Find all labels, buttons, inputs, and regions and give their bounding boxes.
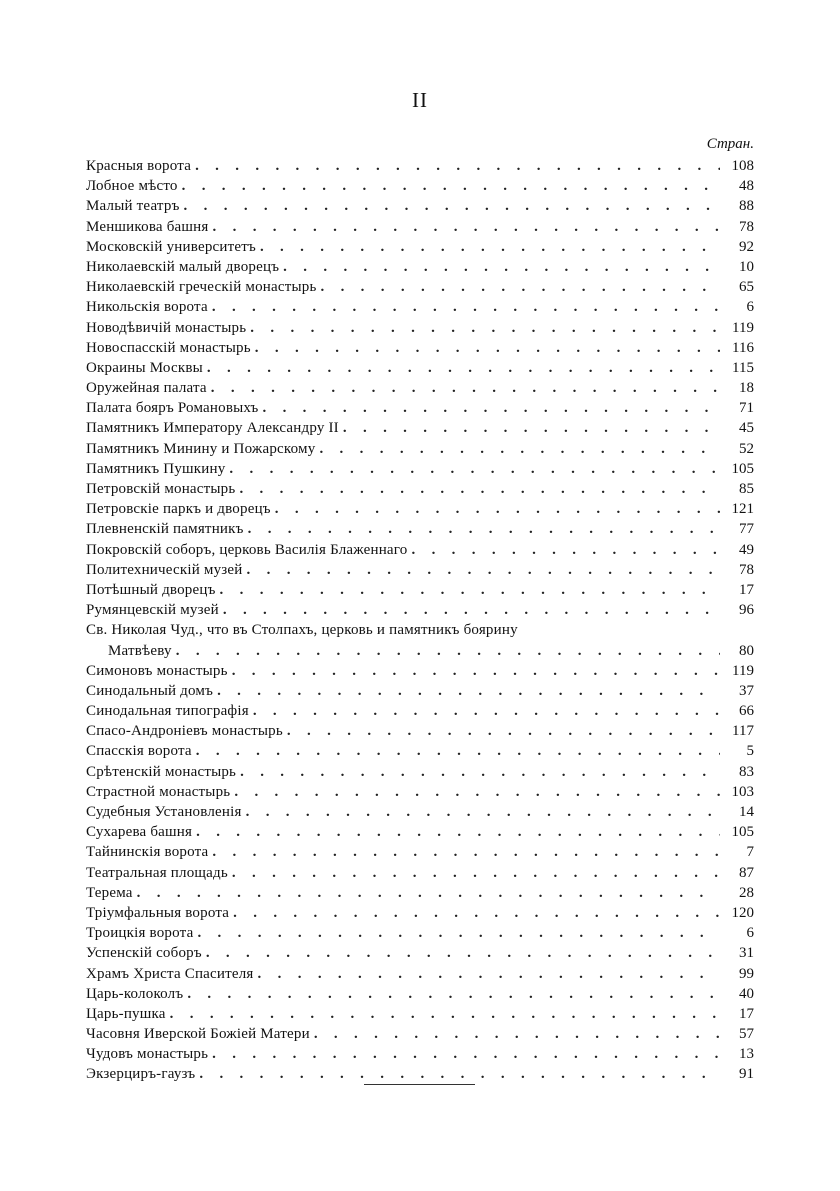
toc-entry (86, 519, 754, 539)
toc-entry (86, 358, 754, 378)
dot-leader (320, 277, 720, 297)
toc-entry-title: Малый театръ (86, 198, 180, 215)
dot-leader (233, 903, 720, 923)
dot-leader (258, 964, 720, 984)
toc-entry-title: Палата бояръ Романовыхъ (86, 400, 259, 417)
toc-entry-page: 80 (739, 642, 754, 659)
toc-entry-title: Памятникъ Минину и Пожарскому (86, 440, 316, 457)
dot-leader (196, 822, 720, 842)
dot-leader (184, 196, 720, 216)
toc-entry (86, 1004, 754, 1024)
toc-entry-title: Терема (86, 884, 133, 901)
toc-entry-page: 28 (739, 884, 754, 901)
toc-entry-title: Страстной монастырь (86, 783, 231, 800)
dot-leader (232, 863, 720, 883)
toc-entry (86, 641, 754, 661)
toc-entry-page: 40 (739, 985, 754, 1002)
toc-entry-title: Потѣшный дворецъ (86, 581, 216, 598)
toc-entry (86, 1024, 754, 1044)
dot-leader (170, 1004, 720, 1024)
toc-entry-page: 103 (731, 783, 754, 800)
toc-entry-page: 88 (739, 198, 754, 215)
toc-entry (86, 237, 754, 257)
toc-entry-page: 78 (739, 561, 754, 578)
toc-entry (86, 782, 754, 802)
dot-leader (212, 297, 720, 317)
toc-entry (86, 257, 754, 277)
toc-entry-page: 18 (739, 380, 754, 397)
column-header: Стран. (706, 136, 754, 152)
toc-entry (86, 499, 754, 519)
toc-entry-title: Храмъ Христа Спасителя (86, 965, 254, 982)
toc-entry-page: 120 (731, 904, 754, 921)
toc-entry-title: Николаевскій греческій монастырь (86, 279, 317, 296)
toc-entry-title: Памятникъ Императору Александру II (86, 420, 339, 437)
toc-entry-page: 71 (739, 400, 754, 417)
dot-leader (207, 358, 720, 378)
toc-entry-page: 6 (746, 925, 754, 942)
toc-entry (86, 802, 754, 822)
dot-leader (246, 802, 720, 822)
toc-entry-page: 57 (739, 1026, 754, 1043)
toc-entry (86, 196, 754, 216)
toc-entry-title: Покровскій соборъ, церковь Василія Блаженнаго (86, 541, 408, 558)
toc-entry-page: 5 (746, 743, 754, 760)
toc-entry-title: Петровскій монастырь (86, 481, 236, 497)
toc-entry-title: Московскій университетъ (86, 238, 256, 255)
toc-entry (86, 1064, 754, 1084)
dot-leader (287, 721, 720, 741)
toc-entry-title: Срѣтенскій монастырь (86, 763, 237, 780)
toc-entry-page: 99 (739, 965, 754, 982)
toc-entry-page: 105 (731, 824, 754, 841)
toc-entry-title: Троицкія ворота (86, 925, 194, 942)
toc-entry-page: 78 (739, 218, 754, 235)
dot-leader (213, 217, 721, 237)
toc-entry-title: Новодѣвичій монастырь (86, 319, 247, 336)
dot-leader (314, 1024, 720, 1044)
toc-entry-page: 87 (739, 864, 754, 881)
toc-entry-page: 119 (732, 319, 754, 336)
toc-entry (86, 681, 754, 701)
toc-entry-page: 77 (739, 521, 754, 538)
dot-leader (260, 237, 720, 257)
toc-entry-title: Св. Николая Чуд., что въ Столпахъ, церковь и памятникъ боярину (86, 622, 518, 639)
toc-entry-title: Спасскія ворота (86, 743, 192, 760)
toc-entry-page: 66 (739, 703, 754, 720)
toc-entry (86, 741, 754, 761)
toc-entry-title: Судебныя Установленія (86, 804, 242, 820)
toc-entry-page: 108 (731, 158, 754, 174)
toc-entry-page: 65 (739, 279, 754, 296)
toc-entry-page: 48 (739, 178, 754, 195)
toc-entry-title: Симоновъ монастырь (86, 662, 228, 679)
toc-entry (86, 721, 754, 741)
toc-entry (86, 176, 754, 196)
toc-entry (86, 277, 754, 297)
toc-entry (86, 620, 754, 640)
dot-leader (196, 741, 720, 761)
dot-leader (248, 519, 720, 539)
page-number: II (412, 88, 428, 112)
toc-entry-title: Спасо-Андроніевъ монастырь (86, 723, 283, 740)
toc-entry (86, 943, 754, 963)
toc-entry-title: Царь-колоколъ (86, 985, 184, 1002)
toc-entry (86, 903, 754, 923)
toc-entry (86, 822, 754, 842)
dot-leader (232, 661, 720, 681)
toc-entry-title: Царь-пушка (86, 1005, 166, 1022)
toc-entry-page: 85 (739, 481, 754, 497)
toc-entry (86, 863, 754, 883)
toc-entry-page: 105 (731, 460, 754, 477)
toc-entry-title: Красныя ворота (86, 158, 192, 174)
dot-leader (199, 1064, 720, 1084)
toc-entry (86, 297, 754, 317)
dot-leader (212, 1044, 720, 1064)
toc-entry-title: Успенскій соборъ (86, 945, 202, 962)
toc-entry-page: 10 (739, 258, 754, 275)
dot-leader (262, 398, 720, 418)
dot-leader (197, 923, 720, 943)
toc-entry-page: 121 (731, 501, 754, 518)
toc-entry-page: 13 (739, 1046, 754, 1063)
toc-entry-page: 117 (732, 723, 754, 740)
toc-entry (86, 156, 754, 176)
dot-leader (212, 842, 720, 862)
toc-entry (86, 762, 754, 782)
toc-entry-title: Матвѣеву (108, 642, 172, 659)
toc-entry-title: Чудовъ монастырь (86, 1046, 209, 1063)
toc-entry (86, 378, 754, 398)
toc-entry (86, 318, 754, 338)
toc-entry-title: Сухарева башня (86, 824, 193, 841)
toc-entry-title: Экзерциръ-гаузъ (86, 1066, 196, 1083)
toc-entry-page: 31 (739, 945, 754, 962)
toc-entry-title: Плевненскій памятникъ (86, 521, 244, 538)
toc-entry-title: Часовня Иверской Божіей Матери (86, 1026, 310, 1043)
toc-entry-title: Памятникъ Пушкину (86, 460, 226, 477)
dot-leader (137, 883, 720, 903)
toc-entry (86, 459, 754, 479)
toc-entry-title: Театральная площадь (86, 864, 228, 881)
toc-entry (86, 398, 754, 418)
dot-leader (240, 762, 720, 782)
dot-leader (217, 681, 720, 701)
toc-entry (86, 580, 754, 600)
toc-entry-title: Лобное мѣсто (86, 178, 178, 195)
toc-entry (86, 600, 754, 620)
dot-leader (411, 540, 720, 560)
dot-leader (195, 156, 720, 176)
toc-entry (86, 661, 754, 681)
dot-leader (283, 257, 720, 277)
dot-leader (220, 580, 720, 600)
toc-entry-page: 17 (739, 1005, 754, 1022)
toc-entry-title: Политехническій музей (86, 561, 243, 578)
toc-entry (86, 479, 754, 499)
dot-leader (343, 418, 720, 438)
toc-entry-page: 37 (739, 682, 754, 699)
toc-entry-title: Румянцевскій музей (86, 602, 219, 619)
toc-entry (86, 418, 754, 438)
toc-entry-page: 17 (739, 581, 754, 598)
toc-entry-title: Синодальный домъ (86, 682, 214, 699)
toc-entry-title: Петровскіе паркъ и дворецъ (86, 501, 271, 518)
dot-leader (176, 641, 720, 661)
dot-leader (255, 338, 720, 358)
dot-leader (206, 943, 720, 963)
toc-entry-title: Тайнинскія ворота (86, 844, 209, 861)
toc-entry-page: 7 (746, 844, 754, 861)
toc-entry (86, 701, 754, 721)
toc-entry-title: Тріумфальныя ворота (86, 904, 230, 921)
toc-entry (86, 217, 754, 237)
toc-entry (86, 1044, 754, 1064)
toc-entry-page: 119 (732, 662, 754, 679)
dot-leader (319, 439, 720, 459)
dot-leader (247, 560, 721, 580)
dot-leader (250, 318, 720, 338)
toc-entry-title: Новоспасскій монастырь (86, 339, 251, 356)
toc-entry (86, 560, 754, 580)
dot-leader (253, 701, 720, 721)
toc-entry (86, 923, 754, 943)
toc-entry (86, 439, 754, 459)
toc-entry-title: Николаевскій малый дворецъ (86, 258, 280, 275)
toc-entry-title: Оружейная палата (86, 380, 207, 397)
dot-leader (182, 176, 720, 196)
toc-entry-page: 52 (739, 440, 754, 457)
toc-entry-title: Меншикова башня (86, 218, 209, 235)
toc-entry-page: 92 (739, 238, 754, 255)
dot-leader (275, 499, 720, 519)
toc-entry-page: 45 (739, 420, 754, 437)
dot-leader (187, 984, 720, 1004)
toc-entry (86, 964, 754, 984)
dot-leader (223, 600, 720, 620)
toc-entry-page: 115 (732, 359, 754, 376)
toc-entry-page: 91 (739, 1066, 754, 1083)
toc-entry-page: 6 (746, 299, 754, 316)
dot-leader (234, 782, 720, 802)
toc-entry (86, 540, 754, 560)
toc-entry-page: 83 (739, 763, 754, 780)
toc-entry (86, 883, 754, 903)
toc-entry-page: 14 (739, 804, 754, 820)
toc-entry-page: 96 (739, 602, 754, 619)
toc-entry (86, 984, 754, 1004)
dot-leader (239, 479, 720, 499)
divider (364, 1084, 475, 1085)
toc-entry-title: Окраины Москвы (86, 359, 203, 376)
toc-entry-page: 49 (739, 541, 754, 558)
toc-entry (86, 842, 754, 862)
table-of-contents (86, 156, 754, 1085)
toc-entry-page: 116 (732, 339, 754, 356)
dot-leader (229, 459, 720, 479)
toc-entry-title: Никольскія ворота (86, 299, 208, 316)
dot-leader (211, 378, 720, 398)
toc-entry (86, 338, 754, 358)
toc-entry-title: Синодальная типографія (86, 703, 249, 720)
